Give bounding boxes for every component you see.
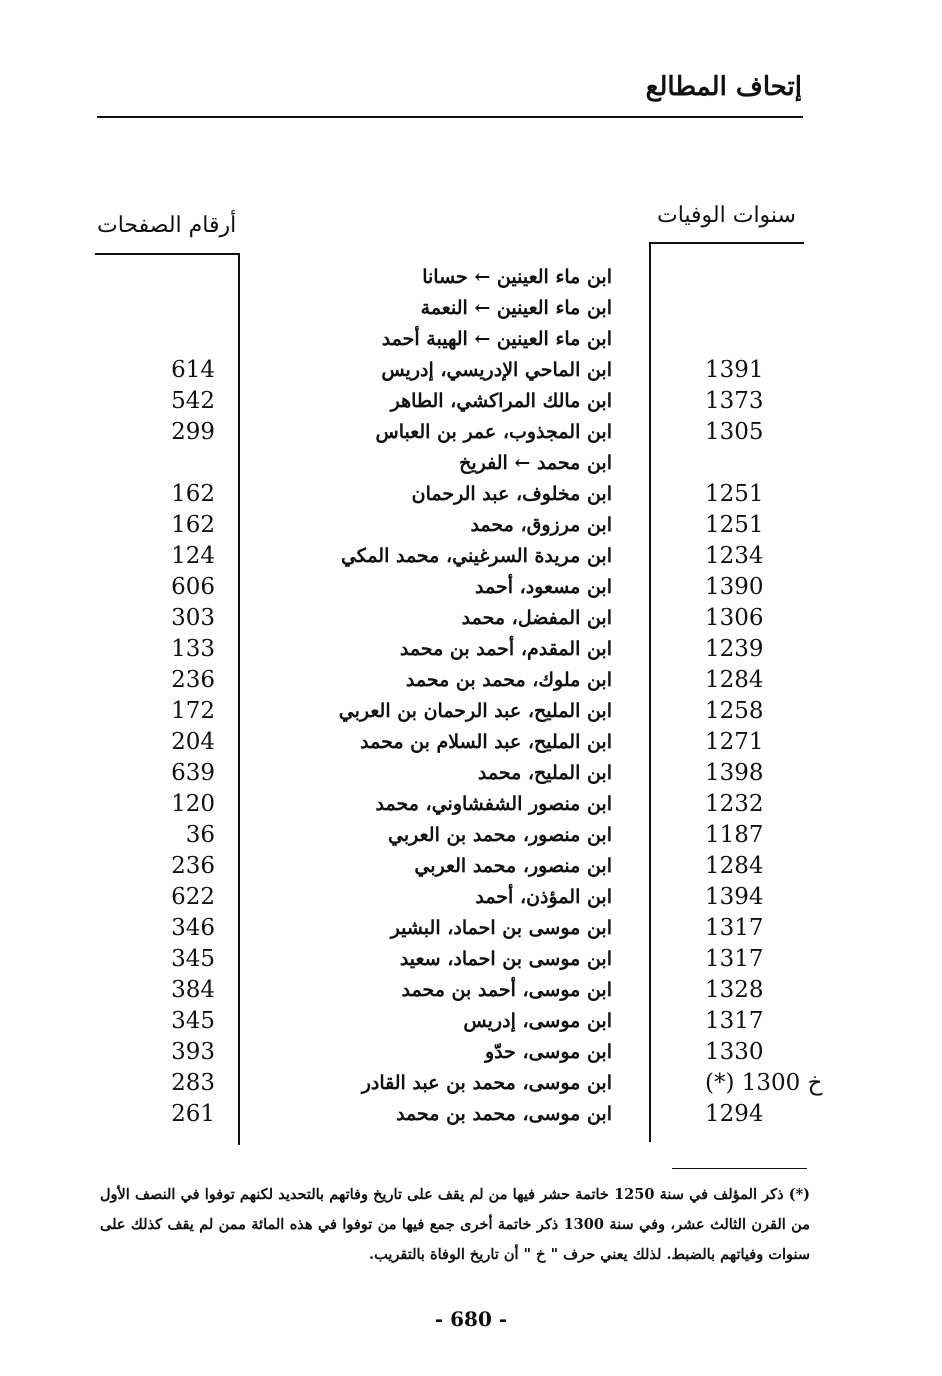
entry-page-number: 639 bbox=[171, 760, 215, 786]
entry-name: ابن موسى، حدّو bbox=[484, 1041, 612, 1063]
entry-name: ابن مريدة السرغيني، محمد المكي bbox=[340, 545, 612, 567]
index-entry-row bbox=[0, 1068, 942, 1099]
index-entry-row bbox=[0, 758, 942, 789]
index-entry-row bbox=[0, 541, 942, 572]
entry-page-number: 345 bbox=[171, 1008, 215, 1034]
entry-name: ابن المليح، محمد bbox=[477, 762, 612, 784]
index-entry-row bbox=[0, 789, 942, 820]
entry-name: ابن ماء العينين ← حسانا bbox=[422, 266, 612, 288]
entry-page-number: 172 bbox=[171, 698, 215, 724]
entry-death-year: 1284 bbox=[705, 853, 764, 879]
entry-page-number: 236 bbox=[171, 667, 215, 693]
entry-name: ابن مخلوف، عبد الرحمان bbox=[411, 483, 612, 505]
index-entry-row bbox=[0, 448, 942, 479]
years-column-label: سنوات الوفيات bbox=[656, 203, 796, 228]
entry-name: ابن المقدم، أحمد بن محمد bbox=[399, 638, 612, 660]
entry-page-number: 303 bbox=[171, 605, 215, 631]
index-entry-row bbox=[0, 572, 942, 603]
entry-page-number: 542 bbox=[171, 388, 215, 414]
footnote-rule bbox=[672, 1168, 807, 1169]
index-entry-row bbox=[0, 386, 942, 417]
entry-page-number: 606 bbox=[171, 574, 215, 600]
entry-death-year: 1328 bbox=[705, 977, 764, 1003]
entry-death-year: 1305 bbox=[705, 419, 764, 445]
entry-death-year: 1394 bbox=[705, 884, 764, 910]
entry-name: ابن محمد ← الفريخ bbox=[459, 452, 612, 474]
entry-name: ابن موسى بن احماد، سعيد bbox=[399, 948, 612, 970]
entry-name: ابن موسى، محمد بن محمد bbox=[396, 1103, 612, 1125]
index-entry-row bbox=[0, 262, 942, 293]
index-entry-row bbox=[0, 1037, 942, 1068]
entry-name: ابن منصور، محمد العربي bbox=[414, 855, 612, 877]
entry-death-year: 1251 bbox=[705, 512, 764, 538]
entry-page-number: 614 bbox=[171, 357, 215, 383]
index-entry-row bbox=[0, 479, 942, 510]
entry-name: ابن المفضل، محمد bbox=[461, 607, 612, 629]
entry-death-year: 1234 bbox=[705, 543, 764, 569]
index-entry-row bbox=[0, 975, 942, 1006]
index-entry-row bbox=[0, 727, 942, 758]
index-entry-row bbox=[0, 355, 942, 386]
entry-death-year: 1284 bbox=[705, 667, 764, 693]
entry-death-year: 1391 bbox=[705, 357, 764, 383]
entry-name: ابن المليح، عبد الرحمان بن العربي bbox=[338, 700, 612, 722]
index-entry-row bbox=[0, 944, 942, 975]
entry-page-number: 36 bbox=[185, 822, 215, 848]
entry-death-year: 1239 bbox=[705, 636, 764, 662]
entry-name: ابن موسى، أحمد بن محمد bbox=[401, 979, 612, 1001]
entry-death-year: 1317 bbox=[705, 1008, 764, 1034]
index-entry-row bbox=[0, 1006, 942, 1037]
entry-page-number: 393 bbox=[171, 1039, 215, 1065]
index-entry-row bbox=[0, 417, 942, 448]
index-entry-row bbox=[0, 665, 942, 696]
pages-column-label: أرقام الصفحات bbox=[97, 213, 237, 238]
entry-name: ابن مالك المراكشي، الطاهر bbox=[390, 390, 612, 412]
entry-death-year: 1251 bbox=[705, 481, 764, 507]
index-entry-row bbox=[0, 634, 942, 665]
entry-name: ابن موسى بن احماد، البشير bbox=[390, 917, 612, 939]
years-column-rule bbox=[649, 242, 804, 244]
entry-death-year: 1330 bbox=[705, 1039, 764, 1065]
index-entry-row bbox=[0, 820, 942, 851]
entry-name: ابن الماحي الإدريسي، إدريس bbox=[381, 359, 612, 381]
index-entry-row bbox=[0, 1099, 942, 1130]
entry-death-year: 1232 bbox=[705, 791, 764, 817]
index-entry-row bbox=[0, 293, 942, 324]
entry-name: ابن مرزوق، محمد bbox=[470, 514, 612, 536]
entry-death-year: 1306 bbox=[705, 605, 764, 631]
entry-name: ابن المؤذن، أحمد bbox=[475, 886, 612, 908]
entry-page-number: 261 bbox=[171, 1101, 215, 1127]
entry-page-number: 283 bbox=[171, 1070, 215, 1096]
entry-page-number: 236 bbox=[171, 853, 215, 879]
index-entry-row bbox=[0, 851, 942, 882]
entry-name: ابن المجذوب، عمر بن العباس bbox=[375, 421, 612, 443]
entry-page-number: 345 bbox=[171, 946, 215, 972]
entry-page-number: 346 bbox=[171, 915, 215, 941]
entry-page-number: 622 bbox=[171, 884, 215, 910]
page-number: - 680 - bbox=[434, 1307, 508, 1331]
index-entry-row bbox=[0, 603, 942, 634]
entry-death-year: 1258 bbox=[705, 698, 764, 724]
entry-page-number: 299 bbox=[171, 419, 215, 445]
entry-name: ابن المليح، عبد السلام بن محمد bbox=[360, 731, 612, 753]
entry-death-year: 1187 bbox=[705, 822, 764, 848]
entry-name: ابن مسعود، أحمد bbox=[475, 576, 612, 598]
header-rule bbox=[97, 116, 803, 118]
entry-page-number: 162 bbox=[171, 512, 215, 538]
entry-page-number: 204 bbox=[171, 729, 215, 755]
entry-death-year: 1317 bbox=[705, 915, 764, 941]
index-entry-row bbox=[0, 882, 942, 913]
entry-name: ابن موسى، إدريس bbox=[463, 1010, 612, 1032]
entry-death-year: 1294 bbox=[705, 1101, 764, 1127]
index-entry-row bbox=[0, 324, 942, 355]
running-title: إتحاف المطالع bbox=[645, 72, 802, 102]
entry-name: ابن ماء العينين ← الهيبة أحمد bbox=[381, 328, 612, 350]
entry-page-number: 120 bbox=[171, 791, 215, 817]
entry-page-number: 124 bbox=[171, 543, 215, 569]
entry-death-year: 1398 bbox=[705, 760, 764, 786]
entry-page-number: 384 bbox=[171, 977, 215, 1003]
index-entry-row bbox=[0, 913, 942, 944]
entry-death-year: 1317 bbox=[705, 946, 764, 972]
index-entry-row bbox=[0, 510, 942, 541]
entry-death-year: 1390 bbox=[705, 574, 764, 600]
entry-name: ابن ملوك، محمد بن محمد bbox=[405, 669, 612, 691]
entry-name: ابن منصور، محمد بن العربي bbox=[388, 824, 612, 846]
entry-death-year: خ 1300 (*) bbox=[705, 1070, 823, 1096]
entry-page-number: 133 bbox=[171, 636, 215, 662]
index-entry-row bbox=[0, 696, 942, 727]
entry-name: ابن موسى، محمد بن عبد القادر bbox=[361, 1072, 612, 1094]
entry-death-year: 1271 bbox=[705, 729, 764, 755]
footnote: (*) ذكر المؤلف في سنة 1250 خاتمة حشر فيها من لم يقف على تاريخ وفاتهم بالتحديد لكنهم توفوا في النصف الأول من القرن الثالث عشر، وفي سنة 1300 ذكر خاتمة أخرى جمع فيها من توفوا في هذه المائة ممن لم يقف كذلك على سنوات وفياتهم بالضبط. لذلك يعني حرف " خ " أن تاريخ الوفاة بالتقريب. bbox=[100, 1186, 811, 1263]
entry-death-year: 1373 bbox=[705, 388, 764, 414]
entry-page-number: 162 bbox=[171, 481, 215, 507]
pages-column-rule bbox=[95, 253, 240, 255]
entry-name: ابن ماء العينين ← النعمة bbox=[420, 297, 612, 319]
entry-name: ابن منصور الشفشاوني، محمد bbox=[375, 793, 612, 815]
